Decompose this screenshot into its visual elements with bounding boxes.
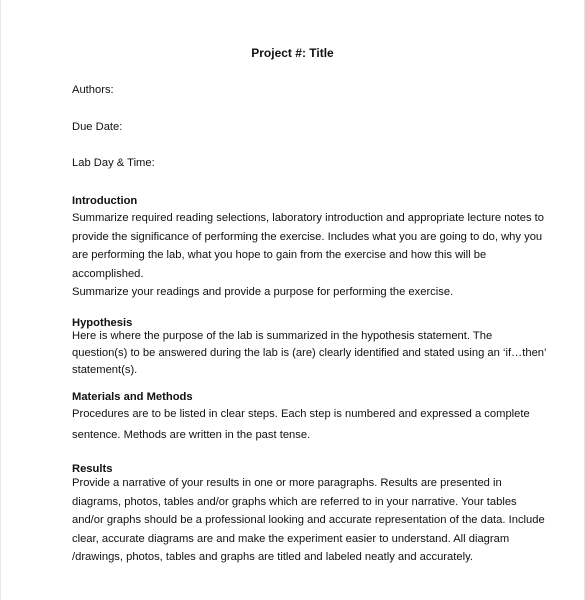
introduction-line: Summarize required reading selections, laboratory introduction and appropriate lecture notes to	[72, 212, 545, 224]
introduction-heading: Introduction	[72, 195, 138, 207]
hypothesis-line: question(s) to be answered during the lab is (are) clearly identified and stated using an ‘if…then’	[72, 347, 547, 359]
materials-methods-heading: Materials and Methods	[72, 391, 193, 403]
document-title: Project #: Title	[251, 46, 334, 60]
materials-methods-paragraph	[72, 404, 532, 446]
introduction-paragraph	[72, 209, 545, 302]
results-paragraph	[72, 474, 545, 567]
lab-day-time-field-label: Lab Day & Time:	[72, 157, 155, 169]
results-line: /drawings, photos, tables and graphs are titled and labeled neatly and accurately.	[72, 551, 473, 563]
hypothesis-paragraph	[72, 328, 547, 379]
due-date-field-label: Due Date:	[72, 121, 123, 133]
results-line: clear, accurate diagrams are and make the experiment easier to understand. All diagram	[72, 532, 510, 545]
results-line: diagrams, photos, tables and/or graphs which are referred to in your narrative. Your tables	[72, 495, 517, 508]
introduction-line: provide the significance of performing the exercise. Includes what you are going to do, why you	[72, 230, 543, 243]
results-line: and/or graphs should be a professional looking and accurate representation of the data. Include	[72, 514, 545, 526]
introduction-line: accomplished.	[72, 267, 144, 280]
authors-field-label: Authors:	[72, 84, 114, 96]
materials-methods-line: Procedures are to be listed in clear steps. Each step is numbered and expressed a complete	[72, 408, 530, 420]
results-line: Provide a narrative of your results in one or more paragraphs. Results are presented in	[72, 477, 502, 489]
hypothesis-line: Here is where the purpose of the lab is summarized in the hypothesis statement. The	[72, 330, 493, 342]
hypothesis-line: statement(s).	[72, 364, 138, 376]
hypothesis-heading: Hypothesis	[72, 317, 133, 329]
results-heading: Results	[72, 463, 113, 475]
introduction-line: Summarize your readings and provide a purpose for performing the exercise.	[72, 286, 454, 298]
introduction-line: are performing the lab, what you hope to gain from the exercise and how this will be	[72, 249, 487, 261]
materials-methods-line: sentence. Methods are written in the past tense.	[72, 429, 311, 441]
